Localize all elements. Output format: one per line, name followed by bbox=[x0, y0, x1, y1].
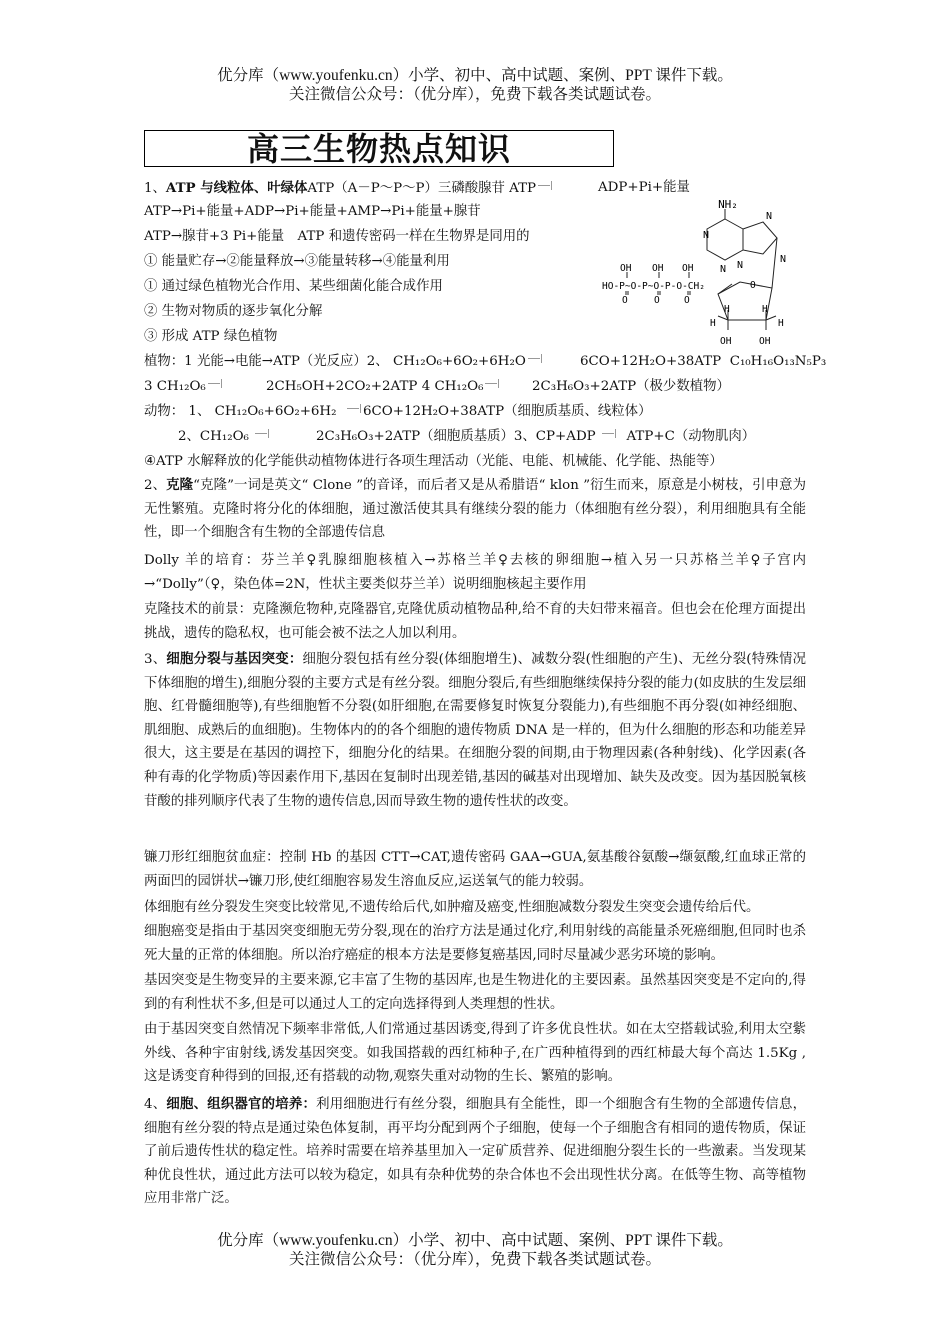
atp-line-2: ATP→Pi+能量+ADP→Pi+能量+AMP→Pi+能量+腺苷 bbox=[144, 204, 481, 219]
animal-text-a: 动物： 1、 C bbox=[144, 404, 225, 419]
o-label-1: O bbox=[622, 295, 628, 306]
animal-line-1 bbox=[144, 402, 651, 422]
n-label-5: N bbox=[780, 254, 787, 265]
h-label-2: H bbox=[724, 304, 730, 315]
animal-line-2 bbox=[178, 427, 271, 447]
section-heading: 细胞分裂与基因突变： bbox=[166, 651, 303, 667]
division-paragraph-1 bbox=[144, 648, 806, 813]
atp-last-line: ④ATP 水解释放的化学能供动植物体进行各项生理活动（光能、电能、机械能、化学能、热能等） bbox=[144, 454, 723, 469]
animal2-lactic: ₃H₆O₃+2ATP bbox=[334, 429, 421, 444]
arrow-icon bbox=[345, 402, 363, 416]
oh-label-2: OH bbox=[652, 263, 664, 274]
section-number: 1、 bbox=[144, 181, 166, 196]
lactic-formula: ₃H₆O₃+2ATP bbox=[550, 379, 637, 394]
section-number: 2、 bbox=[144, 478, 167, 493]
footer-line-1: 优分库（www.youfenku.cn）小学、初中、高中试题、案例、PPT 课件下载。 bbox=[217, 1232, 733, 1249]
section-number: 3、 bbox=[144, 652, 167, 667]
animal2-glucose: H₁₂O₆ bbox=[210, 429, 249, 444]
reversible-arrow-icon bbox=[536, 179, 554, 193]
co2-text: 6CO bbox=[580, 354, 610, 369]
page-title: 高三生物热点知识 bbox=[246, 130, 511, 168]
plant-line-2 bbox=[144, 377, 224, 397]
ring-o-label: O bbox=[750, 280, 756, 291]
arrow-icon bbox=[206, 377, 224, 391]
glucose-short-2: H₁₂O₆ bbox=[444, 379, 484, 394]
plant-text-a: 植物：1 光能→电能→ATP（光反应）2、 C bbox=[144, 354, 404, 369]
atp-line-1 bbox=[144, 178, 554, 199]
atp-line-7: ③ 形成 ATP 绿色植物 bbox=[144, 329, 278, 344]
oh-label-4: OH bbox=[720, 336, 732, 347]
page-header bbox=[0, 66, 950, 104]
plant-line-1 bbox=[144, 352, 544, 372]
h-label-3: H bbox=[762, 304, 768, 315]
clone-paragraph-1 bbox=[144, 474, 806, 545]
n-label-2: N bbox=[737, 260, 744, 271]
oh-label-5: OH bbox=[759, 336, 771, 347]
atp-molecule-diagram bbox=[600, 192, 810, 352]
section-heading: 克隆 bbox=[166, 477, 194, 493]
division-text: 细胞分裂包括有丝分裂(体细胞增生)、减数分裂(性细胞的产生)、无丝分裂(特殊情况下体细胞的增生),细胞分裂的主要方式是有丝分裂。细胞分裂后,有些细胞继续保持分裂的能力(如皮肤的生发层细胞、红骨髓细胞等),有些细胞暂不分裂(如肝细胞,在需要修复时恢复分裂能力),有些细胞不再分裂(如神经细胞、肌细胞、成熟后的血细胞)。生物体内的的各个细胞的遗传物质 DNA 是一样的，但为什么细胞的形态和功能差异很大，这主要是在基因的调控下，细胞分化的结果。在细胞分裂的间期,由于物理因素(各种射线)、化学因素(各种有毒的化学物质)等因素作用下,基因在复制时出现差错,基因的碱基对出现增加、缺失及改变。因为基因脱氧核苷酸的排列顺序代表了生物的遗传信息,因而导致生物的遗传性状的改变。 bbox=[144, 652, 806, 809]
animal2-c: 2C bbox=[316, 429, 335, 444]
culture-paragraph bbox=[144, 1093, 806, 1211]
culture-text: 利用细胞进行有丝分裂，细胞具有全能性，即一个细胞含有生物的全部遗传信息，细胞有丝分裂的特点是通过染色体复制，再平均分配到两个子细胞，使每一个子细胞含有相同的遗传物质，保证了前后遗传性状的稳定性。培养时需要在培养基里加入一定矿质营养、促进细胞分裂生长的一些激素。当发现某种优良性状，通过此方法可以较为稳定，如具有杂种优势的杂合体也不会出现性状分离。在低等生物、高等植物应用非常广泛。 bbox=[144, 1097, 807, 1207]
co2-formula: +12H₂O+38ATP bbox=[609, 354, 722, 369]
section-number: 4、 bbox=[144, 1097, 167, 1112]
animal2-cp: ATP+C（动物肌肉） bbox=[626, 429, 756, 444]
animal2-text-a: 2、C bbox=[178, 429, 211, 444]
animal2-note: （细胞质基质）3、CP+ADP bbox=[420, 429, 596, 444]
glucose-short: H₁₂O₆ bbox=[167, 379, 206, 394]
lactic-c: 2C bbox=[532, 379, 551, 394]
plant-line-2-mid bbox=[266, 377, 501, 397]
n-label-3: N bbox=[766, 211, 773, 222]
o-label-2: O bbox=[654, 295, 660, 306]
four-c: 4 C bbox=[421, 379, 445, 394]
plant-line-2-right bbox=[532, 377, 730, 397]
title-box bbox=[144, 130, 614, 167]
clone-text: “克隆”一词是英文“ Clone ”的音译，而后者又是从希腊语“ klon ”衍生而来，原意是小树枝，引申意为无性繁殖。克隆时将分化的体细胞，通过激活使其具有继续分裂的能力（体细胞有丝分裂），利用细胞具有全能性，即一个细胞含有生物的全部遗传信息 bbox=[144, 478, 806, 541]
n-label-1: N bbox=[703, 230, 710, 241]
header-line-2: 关注微信公众号：（优分库），免费下载各类试题试卷。 bbox=[288, 86, 661, 103]
plant2-text-a: 3 C bbox=[144, 379, 168, 394]
phosphate-chain: HO-P~O-P~O-P-O-CH₂ bbox=[602, 281, 705, 292]
clone-paragraph-2: Dolly 羊的培育：芬兰羊♀乳腺细胞核植入→苏格兰羊♀去核的卵细胞→植入另一只苏格兰羊♀子宫内→“Dolly”（♀，染色体=2N，性状主要类似芬兰羊）说明细胞核起主要作用 bbox=[144, 553, 806, 592]
animal-co2: 6CO bbox=[363, 404, 393, 419]
plant-line-1-right bbox=[580, 352, 826, 372]
oh-label-1: OH bbox=[620, 263, 632, 274]
plant-note: （极少数植物） bbox=[636, 379, 730, 394]
atp-formula: ATP（A－P～P～P）三磷酸腺苷 ATP bbox=[307, 181, 537, 196]
footer-line-2: 关注微信公众号：（优分库），免费下载各类试题试卷。 bbox=[288, 1251, 661, 1268]
section-heading: ATP 与线粒体、叶绿体 bbox=[165, 180, 308, 196]
division-paragraph-3: 体细胞有丝分裂发生突变比较常见,不遗传给后代,如肿瘤及癌变,性细胞减数分裂发生突变会遗传给后代。 bbox=[144, 900, 760, 915]
atp-c-text: C bbox=[729, 354, 740, 369]
n-label-4: N bbox=[720, 264, 727, 275]
atp-line-4: ① 能量贮存→②能量释放→③能量转移→④能量利用 bbox=[144, 254, 450, 269]
header-line-1: 优分库（www.youfenku.cn）小学、初中、高中试题、案例、PPT 课件下载。 bbox=[217, 67, 733, 84]
animal-glucose: H₁₂O₆+6O₂+6H₂ bbox=[224, 404, 337, 419]
section-heading: 细胞、组织器官的培养： bbox=[166, 1096, 317, 1112]
glucose-formula: H₁₂O₆+6O₂+6H₂O bbox=[403, 354, 526, 369]
h-label-1: H bbox=[710, 318, 716, 329]
h-label-4: H bbox=[778, 318, 784, 329]
clone-paragraph-3: 克隆技术的前景：克隆濒危物种,克隆器官,克隆优质动植物品种,给不育的夫妇带来福音。但也会在伦理方面提出挑战，遗传的隐私权，也可能会被不法之人加以利用。 bbox=[144, 602, 806, 641]
animal-line-2-right bbox=[316, 427, 755, 447]
arrow-icon bbox=[526, 352, 544, 366]
arrow-icon bbox=[253, 427, 271, 441]
division-paragraph-5: 基因突变是生物变异的主要来源,它丰富了生物的基因库,也是生物进化的主要因素。虽然基因突变是不定向的,得到的有利性状不多,但是可以通过人工的定向选择得到人类理想的性状。 bbox=[144, 973, 806, 1012]
division-paragraph-6: 由于基因突变自然情况下频率非常低,人们常通过基因诱变,得到了许多优良性状。如在太空搭载试验,利用太空紫外线、各种宇宙射线,诱发基因突变。如我国搭载的西红柿种子,在广西种植得到的西红柿最大每个高达 1.5Kg ,这是诱变育种得到的回报,还有搭载的动物,观察失重对动物的生长、繁殖的影响。 bbox=[144, 1022, 806, 1085]
ethanol-c: 2C bbox=[266, 379, 285, 394]
division-paragraph-2: 镰刀形红细胞贫血症：控制 Hb 的基因 CTT→CAT,遗传密码 GAA→GUA,氨基酸谷氨酸→缬氨酸,红血球正常的两面凹的园饼状→镰刀形,使红细胞容易发生溶血反应,运送氧气的能力较弱。 bbox=[144, 850, 806, 889]
o-label-3: O bbox=[684, 295, 690, 306]
atp-line-6: ② 生物对物质的逐步氧化分解 bbox=[144, 304, 323, 319]
page-footer bbox=[0, 1231, 950, 1269]
division-paragraph-4: 细胞癌变是指由于基因突变细胞无劳分裂,现在的治疗方法是通过化疗,利用射线的高能量杀死癌细胞,但同时也杀死大量的正常的体细胞。所以治疗癌症的根本方法是要修复癌基因,同时尽量减少恶劣环境的影响。 bbox=[144, 924, 806, 963]
ethanol-formula: H₅OH+2CO₂+2ATP bbox=[284, 379, 418, 394]
animal-note-1: （细胞质基质、线粒体） bbox=[504, 404, 652, 419]
nh2-label: NH₂ bbox=[718, 198, 738, 211]
arrow-icon bbox=[600, 427, 618, 441]
arrow-icon bbox=[483, 377, 501, 391]
animal-co2-formula: +12H₂O+38ATP bbox=[392, 404, 505, 419]
atp-line-1-right: ADP+Pi+能量 bbox=[598, 180, 690, 195]
atp-molecular-formula: ₁₀H₁₆O₁₃N₅P₃ bbox=[739, 354, 827, 369]
atp-line-3: ATP→腺苷+3 Pi+能量 ATP 和遗传密码一样在生物界是同用的 bbox=[144, 229, 530, 244]
oh-label-3: OH bbox=[682, 263, 694, 274]
atp-line-5: ① 通过绿色植物光合作用、某些细菌化能合成作用 bbox=[144, 279, 443, 294]
